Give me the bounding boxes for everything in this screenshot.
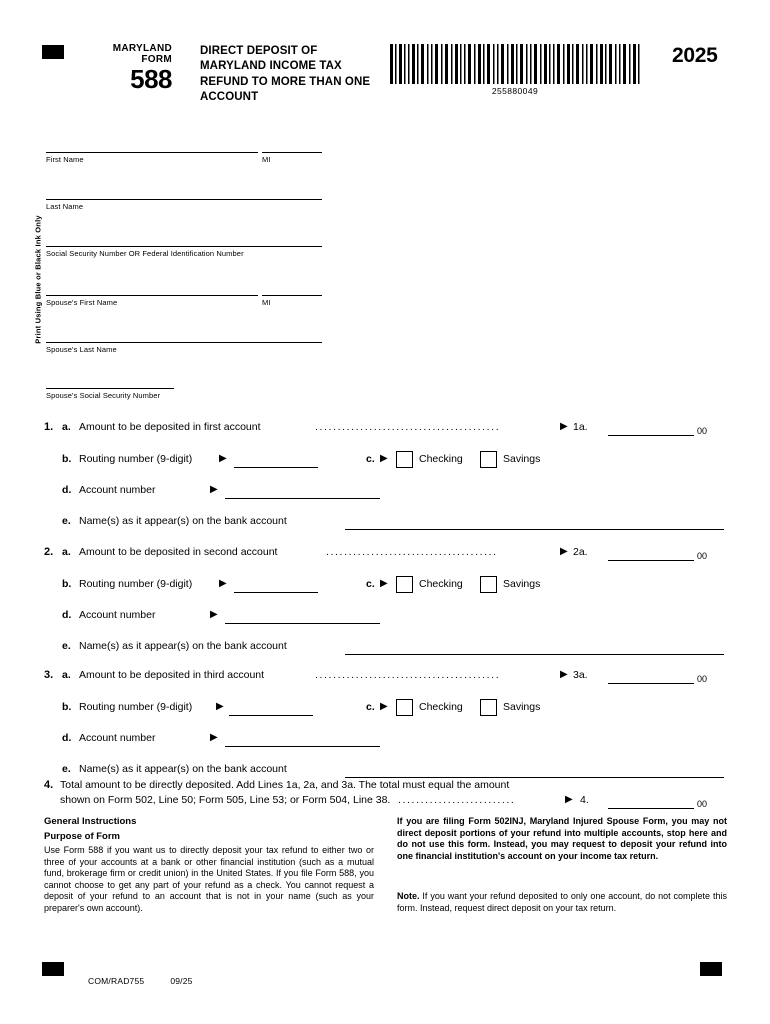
mi-2-input[interactable] — [262, 295, 322, 296]
footer — [88, 976, 193, 986]
line-2a-arrow: ▶ — [560, 546, 568, 557]
line-2e-label: e. — [62, 640, 71, 652]
line-2e-text: Name(s) as it appear(s) on the bank account — [79, 640, 287, 652]
line-3d-account-input[interactable] — [225, 746, 380, 747]
line-2c-checking-checkbox[interactable] — [396, 576, 413, 593]
spouse-ssn-input[interactable] — [46, 388, 174, 389]
spouse-first-name-input[interactable] — [46, 295, 258, 296]
line-3d-label: d. — [62, 732, 72, 744]
line-1b-text: Routing number (9-digit) — [79, 453, 193, 465]
purpose-of-form-heading: Purpose of Form — [44, 831, 121, 842]
line-3-number: 3. — [44, 669, 54, 681]
line-3c-checking-label: Checking — [419, 701, 463, 713]
line-1a-arrow: ▶ — [560, 421, 568, 432]
line-3c-savings-label: Savings — [503, 701, 541, 713]
form-code: COM/RAD755 — [88, 976, 145, 986]
line-3e-text: Name(s) as it appear(s) on the bank account — [79, 763, 287, 775]
line-2a-cents: 00 — [697, 551, 708, 561]
line-1b-routing-input[interactable] — [234, 467, 318, 468]
line-2b-routing-input[interactable] — [234, 592, 318, 593]
line-1b-label: b. — [62, 453, 72, 465]
state-name: MARYLAND — [112, 43, 172, 54]
line-3a-label: a. — [62, 669, 71, 681]
line-4-ref: 4. — [580, 794, 589, 806]
line-3b-text: Routing number (9-digit) — [79, 701, 193, 713]
form-identifier — [62, 44, 172, 93]
mi-2-label: MI — [262, 298, 271, 307]
first-name-input[interactable] — [46, 152, 258, 153]
line-1c-label: c. — [366, 453, 375, 465]
line-1d-text: Account number — [79, 484, 156, 496]
line-3a-arrow: ▶ — [560, 669, 568, 680]
line-3a-text: Amount to be deposited in third account — [79, 669, 265, 681]
registration-mark-bottom-right — [700, 962, 722, 976]
line-2c-savings-label: Savings — [503, 578, 541, 590]
mi-1-input[interactable] — [262, 152, 322, 153]
line-1a-amount-input[interactable] — [608, 435, 694, 436]
line-1e-label: e. — [62, 515, 71, 527]
form-number: 588 — [130, 64, 172, 94]
line-2a-text: Amount to be deposited in second account — [79, 546, 278, 558]
line-2d-arrow: ▶ — [210, 609, 218, 620]
barcode — [390, 44, 640, 86]
form-word: FORM — [141, 53, 172, 65]
line-1c-savings-label: Savings — [503, 453, 541, 465]
line-1a-text: Amount to be deposited in first account — [79, 421, 261, 433]
line-2b-arrow: ▶ — [219, 578, 227, 589]
spouse-last-name-label: Spouse's Last Name — [46, 345, 117, 354]
spouse-last-name-input[interactable] — [46, 342, 322, 343]
line-4-text-2: shown on Form 502, Line 50; Form 505, Line 53; or Form 504, Line 38. — [60, 794, 391, 806]
line-3a-cents: 00 — [697, 674, 708, 684]
line-2b-text: Routing number (9-digit) — [79, 578, 193, 590]
line-4-arrow: ▶ — [565, 794, 573, 805]
tax-year: 2025 — [672, 44, 718, 67]
line-4-dots: .......................... — [398, 794, 516, 806]
line-2e-name-input[interactable] — [345, 654, 724, 655]
spouse-first-name-label: Spouse's First Name — [46, 298, 118, 307]
ssn-fein-label: Social Security Number OR Federal Identification Number — [46, 249, 244, 258]
line-3a-amount-input[interactable] — [608, 683, 694, 684]
note-body: If you want your refund deposited to only one account, do not complete this form. Instead, request direct deposit on your tax return. — [397, 891, 727, 913]
line-2b-label: b. — [62, 578, 72, 590]
line-2d-label: d. — [62, 609, 72, 621]
line-1c-checking-checkbox[interactable] — [396, 451, 413, 468]
line-2c-label: c. — [366, 578, 375, 590]
line-3e-name-input[interactable] — [345, 777, 724, 778]
line-1d-account-input[interactable] — [225, 498, 380, 499]
first-name-label: First Name — [46, 155, 84, 164]
line-2a-label: a. — [62, 546, 71, 558]
line-3c-label: c. — [366, 701, 375, 713]
line-1-number: 1. — [44, 421, 54, 433]
last-name-input[interactable] — [46, 199, 322, 200]
purpose-of-form-body: Use Form 588 if you want us to directly deposit your tax refund to either two or three of your accounts at a bank or other financial institution (such as a mutual fund, brokerage firm or credit union) in the United States. If you file Form 588, you cannot choose to get any part of your refund as a check. You cannot request a deposit of your refund to an account that is not in your name (such as your preparer's own account). — [44, 845, 374, 913]
line-2d-text: Account number — [79, 609, 156, 621]
line-3b-routing-input[interactable] — [229, 715, 313, 716]
line-2a-amount-input[interactable] — [608, 560, 694, 561]
line-2d-account-input[interactable] — [225, 623, 380, 624]
line-3d-text: Account number — [79, 732, 156, 744]
line-1c-checking-label: Checking — [419, 453, 463, 465]
line-2c-checking-label: Checking — [419, 578, 463, 590]
single-account-note — [397, 891, 727, 914]
line-1a-dots: ......................................... — [315, 421, 501, 433]
barcode-number: 255880049 — [491, 86, 539, 96]
line-3a-ref: 3a. — [573, 669, 588, 681]
general-instructions-heading: General Instructions — [44, 816, 137, 827]
injured-spouse-note: If you are filing Form 502INJ, Maryland Injured Spouse Form, you may not direct deposit portions of your refund into multiple accounts, stop here and do not use this form. Instead, you may request to deposit your refund into one financial institution's account on your income tax return. — [397, 816, 727, 861]
line-1a-cents: 00 — [697, 426, 708, 436]
line-2c-arrow: ▶ — [380, 578, 388, 589]
line-1a-label: a. — [62, 421, 71, 433]
line-3b-arrow: ▶ — [216, 701, 224, 712]
mi-1-label: MI — [262, 155, 271, 164]
registration-mark-bottom-left — [42, 962, 64, 976]
revision-date: 09/25 — [170, 976, 193, 986]
line-2c-savings-checkbox[interactable] — [480, 576, 497, 593]
line-4-number: 4. — [44, 779, 54, 791]
ink-instruction-vertical: Print Using Blue or Black Ink Only — [33, 215, 43, 344]
line-2a-dots: ...................................... — [326, 546, 498, 558]
line-2a-ref: 2a. — [573, 546, 588, 558]
form-title: DIRECT DEPOSIT OF MARYLAND INCOME TAX REFUND TO MORE THAN ONE ACCOUNT — [200, 45, 371, 103]
note-label: Note. — [397, 891, 420, 901]
last-name-label: Last Name — [46, 202, 84, 211]
line-3e-label: e. — [62, 763, 71, 775]
line-1d-label: d. — [62, 484, 72, 496]
ssn-fein-input[interactable] — [46, 246, 322, 247]
line-3d-arrow: ▶ — [210, 732, 218, 743]
line-4-amount-input[interactable] — [608, 808, 694, 809]
line-4-text-1: Total amount to be directly deposited. Add Lines 1a, 2a, and 3a. The total must equal the amount — [60, 779, 510, 791]
line-3b-label: b. — [62, 701, 72, 713]
line-3a-dots: ......................................... — [315, 669, 501, 681]
line-1d-arrow: ▶ — [210, 484, 218, 495]
line-3c-arrow: ▶ — [380, 701, 388, 712]
line-1e-name-input[interactable] — [345, 529, 724, 530]
line-1c-arrow: ▶ — [380, 453, 388, 464]
line-1b-arrow: ▶ — [219, 453, 227, 464]
line-1e-text: Name(s) as it appear(s) on the bank account — [79, 515, 287, 527]
registration-mark-top-left — [42, 45, 64, 59]
line-4-cents: 00 — [697, 799, 708, 809]
line-2-number: 2. — [44, 546, 54, 558]
spouse-ssn-label: Spouse's Social Security Number — [46, 391, 161, 400]
line-3c-checking-checkbox[interactable] — [396, 699, 413, 716]
line-1a-ref: 1a. — [573, 421, 588, 433]
line-1c-savings-checkbox[interactable] — [480, 451, 497, 468]
line-3c-savings-checkbox[interactable] — [480, 699, 497, 716]
